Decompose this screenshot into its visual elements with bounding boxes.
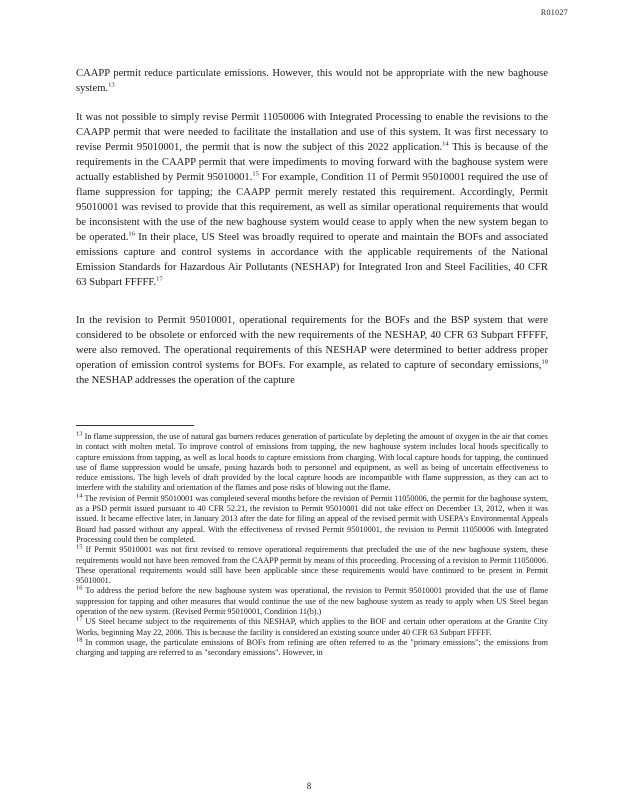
footnote-ref: 16 bbox=[128, 230, 135, 238]
footnote-text: US Steel became subject to the requirements of this NESHAP, which applies to the BOF and certain other operations at the Granite City Works, beginning May 22, 2006. This is because the facility is considered an existing source under 40 CFR 63 Subpart FFFFF. bbox=[76, 617, 549, 637]
document-id: R01027 bbox=[540, 8, 568, 17]
footnote-divider bbox=[76, 425, 194, 426]
footnote-text: If Permit 95010001 was not first revised to remove operational requirements that precluded the use of the new baghouse system, these requirements would not have been removed from the CAAPP permit by means of this proceeding. Processing of a revision to Permit 11050006. These operational requirements would still have been applicable since these requirements would have continued to be present in Permit 95010001. bbox=[76, 545, 548, 586]
footnote bbox=[76, 638, 548, 659]
paragraph-text: In the revision to Permit 95010001, operational requirements for the BOFs and the BSP system that were considered to be obsolete or enforced with the new requirements of the NESHAP, 40 CFR 63 Subpart FFFFF, were also removed. The operational requirements of this NESHAP were determined to better address proper operation of emission control systems for BOFs. For example, as related to capture of secondary emissions, bbox=[76, 315, 548, 371]
paragraph-text: This is because of the requirements in the CAAPP permit that were impediments to moving forward with the baghouse system were actually established by Permit 95010001. bbox=[76, 142, 548, 183]
footnote-ref: 18 bbox=[541, 358, 548, 366]
footnote-text: To address the period before the new baghouse system was operational, the revision to Permit 95010001 provided that the use of flame suppression for tapping and other measures that would continue the use of the new baghouse system as ready to apply when US Steel began operation of the new system. (Revised Permit 95010001, Condition 11(b).) bbox=[76, 586, 548, 617]
footnote-number: 17 bbox=[76, 615, 83, 623]
footnote bbox=[76, 432, 548, 494]
footnote-text: In flame suppression, the use of natural gas burners reduces generation of particulate by depleting the amount of oxygen in the air that comes in contact with molten metal. To improve control of emissions from tapping, the new baghouse system includes local hoods specifically to capture emissions from tapping, as well as local hoods to capture emissions from charging. With local capture hoods for tapping, the continued use of flame suppression would be unsafe, posing hazards both to personnel and equipment, as well as being of uncertain effectiveness to reduce emissions. The high levels of draft provided by the local capture hoods are incompatible with flame suppression, as they can act to interfere with the stability and orientation of the flames and pose risks of blowing out the flame. bbox=[76, 432, 548, 493]
footnote-text: In common usage, the particulate emissions of BOFs from refining are often referred to as the "primary emissions"; the emissions from charging and tapping are referred to as "secondary emissions". However, in bbox=[76, 637, 548, 658]
paragraph-text: In their place, US Steel was broadly required to operate and maintain the BOFs and associated emissions capture and control systems in accordance with the applicable requirements of the National Emission Standards for Hazardous Air Pollutants (NESHAP) for Integrated Iron and Steel Facilities, 40 CFR 63 Subpart FFFFF. bbox=[76, 232, 548, 288]
footnote-ref: 14 bbox=[442, 140, 449, 148]
footnote-ref: 17 bbox=[156, 275, 163, 283]
footnote-number: 15 bbox=[76, 543, 83, 551]
footnote-number: 16 bbox=[76, 584, 83, 592]
footnote-ref: 15 bbox=[252, 170, 259, 178]
footnote-number: 18 bbox=[76, 636, 83, 644]
paragraph-text: For example, Condition 11 of Permit 95010001 required the use of flame suppression for tapping; the CAAPP permit merely restated this requirement. Accordingly, Permit 95010001 was revised to provide that this requirement, as well as similar operational requirements that would be inconsistent with the use of the new baghouse system would cease to apply when the new system began to be operated. bbox=[76, 172, 549, 243]
footnotes-section bbox=[76, 432, 548, 659]
footnote bbox=[76, 494, 548, 545]
body-paragraph-3 bbox=[76, 313, 548, 388]
footnote-number: 14 bbox=[76, 492, 83, 500]
page-number: 8 bbox=[306, 781, 312, 791]
body-paragraph-1 bbox=[76, 66, 548, 96]
footnote-text: The revision of Permit 95010001 was completed several months before the revision of Permit 11050006, the permit for the baghouse system, as a PSD permit issued pursuant to 40 CFR 52.21, the revision to Permit 95010001 did not take effect on December 13, 2012, when it was issued. It became effective later, in January 2013 after the date for filing an appeal of the revised permit with USEPA's Environmental Appeals Board had passed without any appeal. With the effectiveness of revised Permit 95010001, the revision to Permit 11050006 with Integrated Processing could then be completed. bbox=[76, 493, 548, 544]
paragraph-text: It was not possible to simply revise Permit 11050006 with Integrated Processing to enable the revisions to the CAAPP permit that were needed to facilitate the installation and use of this system. It was first necessary to revise Permit 95010001, the permit that is now the subject of this 2022 application. bbox=[76, 112, 548, 153]
paragraph-text: CAAPP permit reduce particulate emissions. However, this would not be appropriate with the new baghouse system. bbox=[76, 68, 548, 94]
paragraph-text: the NESHAP addresses the operation of the capture bbox=[76, 375, 295, 386]
footnote bbox=[76, 617, 548, 638]
body-paragraph-2 bbox=[76, 110, 548, 290]
footnote-ref: 13 bbox=[108, 81, 115, 89]
footnote-number: 13 bbox=[76, 430, 83, 438]
footnote bbox=[76, 545, 548, 586]
footnote bbox=[76, 586, 548, 617]
